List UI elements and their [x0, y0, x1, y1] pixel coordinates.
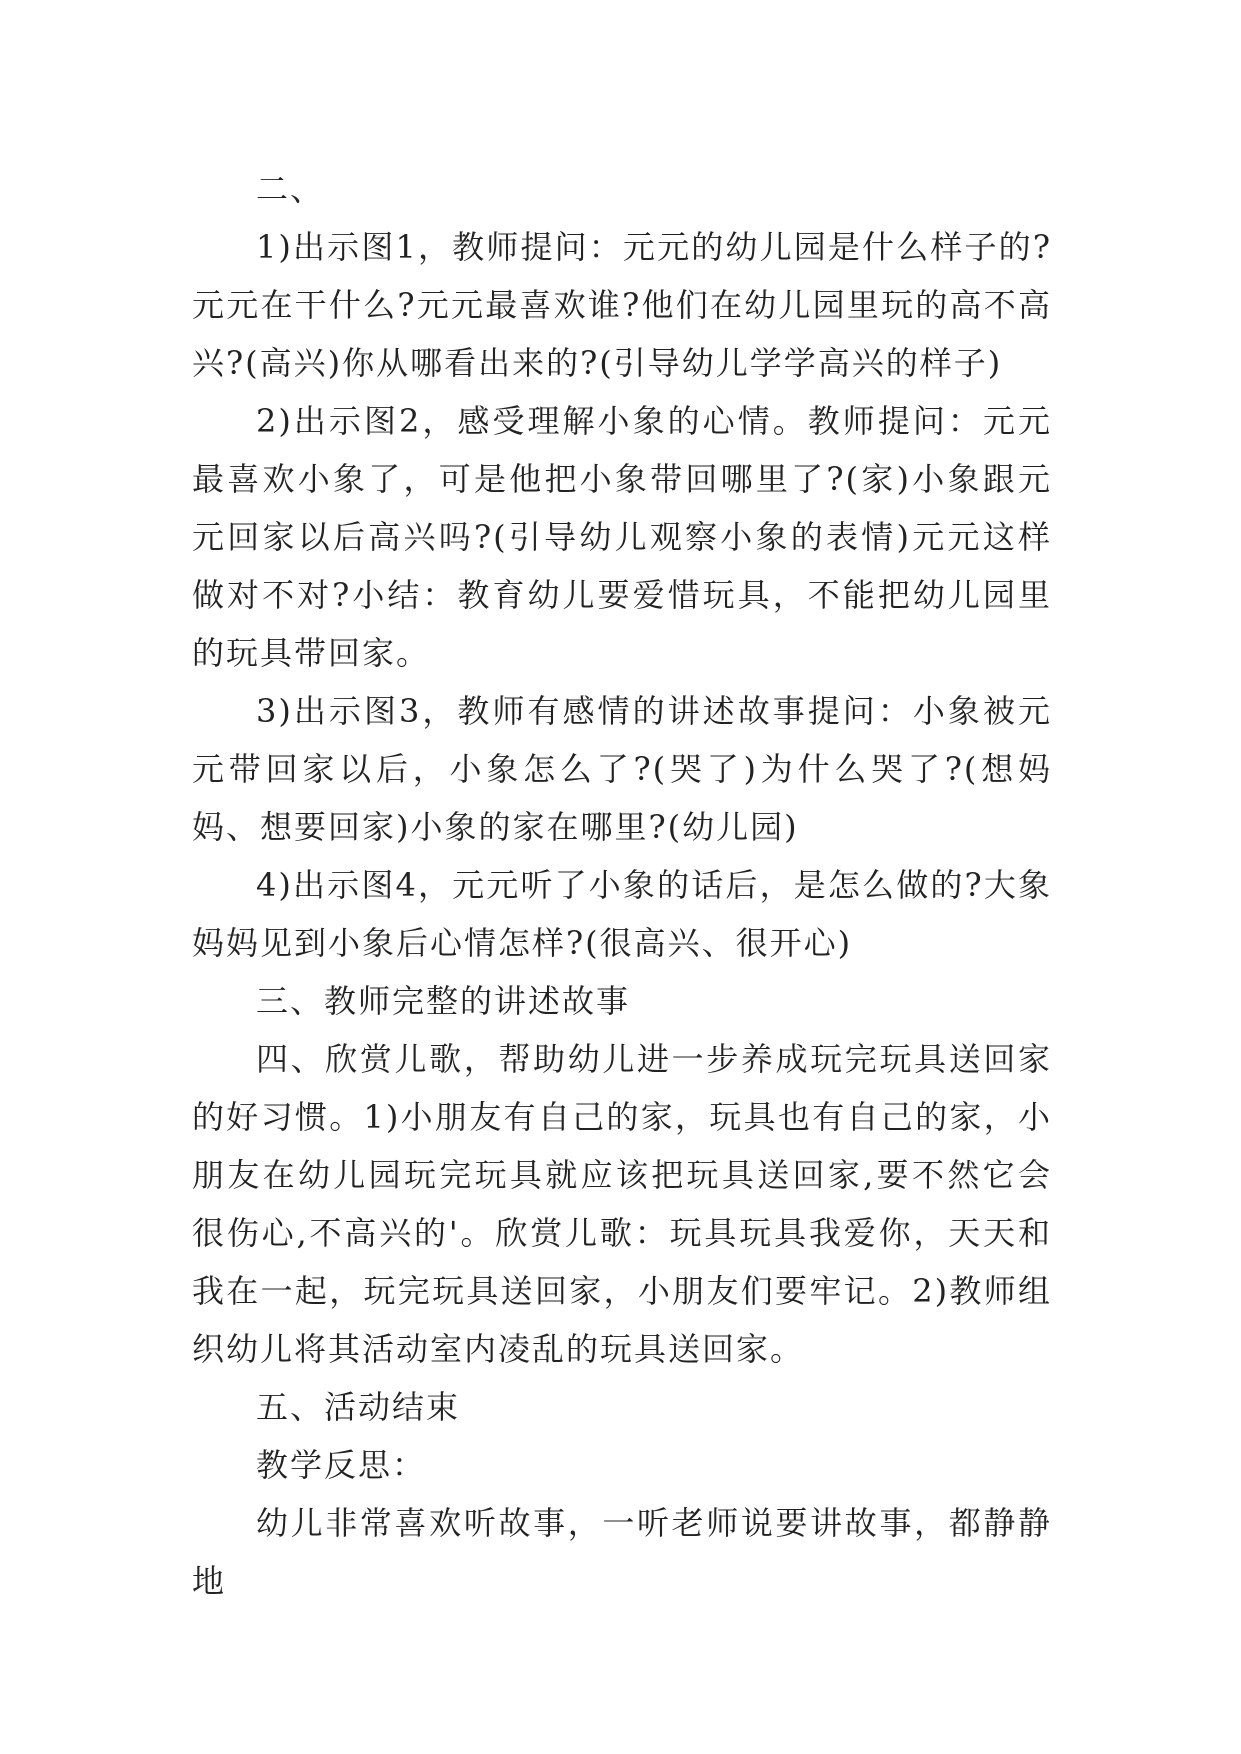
paragraph-reflection-heading: 教学反思：: [256, 1446, 427, 1484]
document-body: [192, 160, 1052, 1610]
paragraph-step-3: 3)出示图3，教师有感情的讲述故事提问：小象被元元带回家以后，小象怎么了?(哭了)为什么哭了?(想妈妈、想要回家)小象的家在哪里?(幼儿园): [192, 692, 1052, 846]
paragraph-reflection-text: 幼儿非常喜欢听故事，一听老师说要讲故事，都静静地: [192, 1504, 1052, 1600]
paragraph-section-three: 三、教师完整的讲述故事: [256, 982, 631, 1020]
paragraph-section-four: 四、欣赏儿歌，帮助幼儿进一步养成玩完玩具送回家的好习惯。1)小朋友有自己的家，玩具也有自己的家，小朋友在幼儿园玩完玩具就应该把玩具送回家,要不然它会很伤心,不高兴的'。欣赏儿歌：玩具玩具我爱你，天天和我在一起，玩完玩具送回家，小朋友们要牢记。2)教师组织幼儿将其活动室内凌乱的玩具送回家。: [192, 1040, 1052, 1368]
paragraph-step-2: 2)出示图2，感受理解小象的心情。教师提问：元元最喜欢小象了，可是他把小象带回哪里了?(家)小象跟元元回家以后高兴吗?(引导幼儿观察小象的表情)元元这样做对不对?小结：教育幼儿要爱惜玩具，不能把幼儿园里的玩具带回家。: [192, 402, 1052, 672]
paragraph-step-4: 4)出示图4，元元听了小象的话后，是怎么做的?大象妈妈见到小象后心情怎样?(很高兴、很开心): [192, 866, 1052, 962]
paragraph-step-1: 1)出示图1，教师提问：元元的幼儿园是什么样子的?元元在干什么?元元最喜欢谁?他们在幼儿园里玩的高不高兴?(高兴)你从哪看出来的?(引导幼儿学学高兴的样子): [192, 228, 1052, 382]
paragraph-section-two-heading: 二、: [256, 170, 325, 208]
paragraph-section-five: 五、活动结束: [256, 1388, 461, 1426]
